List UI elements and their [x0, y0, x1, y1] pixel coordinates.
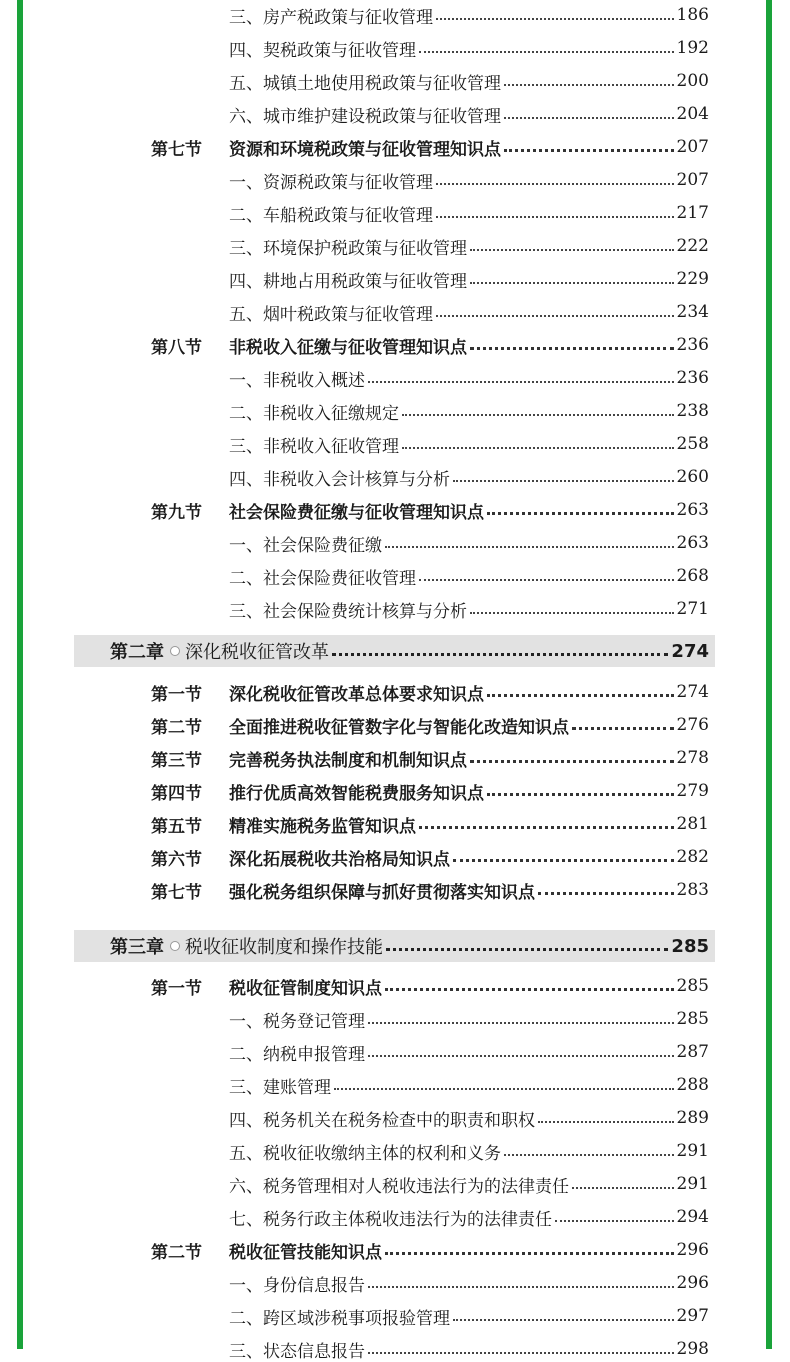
- page-number: 296: [676, 1240, 709, 1260]
- dot-leader: [504, 116, 674, 119]
- page-number: 298: [676, 1339, 709, 1359]
- toc-item[interactable]: [229, 1138, 709, 1164]
- page-number: 200: [676, 71, 709, 91]
- toc-item[interactable]: [229, 1072, 709, 1098]
- item-title: 七、税务行政主体税收违法行为的法律责任: [229, 1209, 552, 1230]
- section-number: 第七节: [151, 882, 202, 903]
- dot-leader: [572, 1186, 674, 1189]
- item-title: 五、城镇土地使用税政策与征收管理: [229, 73, 501, 94]
- dot-leader: [368, 380, 674, 383]
- dot-leader: [538, 891, 674, 895]
- dot-leader: [419, 578, 674, 581]
- toc-item[interactable]: [229, 35, 709, 61]
- page-number: 229: [676, 269, 709, 289]
- dot-leader: [385, 987, 674, 991]
- section-number: 第三节: [151, 750, 202, 771]
- section-title: 深化拓展税收共治格局知识点: [229, 849, 450, 870]
- toc-item[interactable]: [229, 101, 709, 127]
- toc-item[interactable]: [229, 1105, 709, 1131]
- toc-item[interactable]: [229, 365, 709, 391]
- page-number: 278: [676, 748, 709, 768]
- toc-item[interactable]: [229, 299, 709, 325]
- section-title: 资源和环境税政策与征收管理知识点: [229, 139, 501, 160]
- chapter-title: 深化税收征管改革: [185, 642, 329, 663]
- section-title: 深化税收征管改革总体要求知识点: [229, 684, 484, 705]
- dot-leader: [504, 1153, 674, 1156]
- section-number: 第一节: [151, 978, 202, 999]
- section-title: 税收征管制度知识点: [229, 978, 382, 999]
- dot-leader: [538, 1120, 674, 1123]
- dot-leader: [453, 1318, 674, 1321]
- item-title: 二、纳税申报管理: [229, 1044, 365, 1065]
- dot-leader: [436, 215, 674, 218]
- section-number: 第八节: [151, 337, 202, 358]
- section-title: 税收征管技能知识点: [229, 1242, 382, 1263]
- item-title: 三、环境保护税政策与征收管理: [229, 238, 467, 259]
- toc-item[interactable]: [229, 398, 709, 424]
- toc-item[interactable]: [229, 167, 709, 193]
- item-title: 二、社会保险费征收管理: [229, 568, 416, 589]
- toc-item[interactable]: [229, 1270, 709, 1296]
- section-number: 第四节: [151, 783, 202, 804]
- toc-item[interactable]: [229, 563, 709, 589]
- toc-item[interactable]: [229, 2, 709, 28]
- dot-leader: [368, 1285, 674, 1288]
- toc-item[interactable]: [229, 1303, 709, 1329]
- item-title: 四、契税政策与征收管理: [229, 40, 416, 61]
- toc-section[interactable]: [151, 712, 709, 738]
- toc-item[interactable]: [229, 1336, 709, 1362]
- toc-section[interactable]: [151, 332, 709, 358]
- toc-section[interactable]: [151, 497, 709, 523]
- dot-leader: [487, 693, 674, 697]
- toc-item[interactable]: [229, 464, 709, 490]
- dot-leader: [386, 948, 668, 951]
- toc-chapter[interactable]: [74, 635, 715, 667]
- section-title: 全面推进税收征管数字化与智能化改造知识点: [229, 717, 569, 738]
- page-number: 260: [676, 467, 709, 487]
- page-number: 274: [676, 682, 709, 702]
- item-title: 一、资源税政策与征收管理: [229, 172, 433, 193]
- page-number: 291: [676, 1174, 709, 1194]
- dot-leader: [487, 511, 674, 515]
- dot-leader: [436, 17, 674, 20]
- page-number: 268: [676, 566, 709, 586]
- page-number: 294: [676, 1207, 709, 1227]
- toc-item[interactable]: [229, 1204, 709, 1230]
- item-title: 三、社会保险费统计核算与分析: [229, 601, 467, 622]
- dot-leader: [436, 182, 674, 185]
- page-number: 283: [676, 880, 709, 900]
- page-number: 236: [676, 335, 709, 355]
- dot-leader: [470, 281, 674, 284]
- dot-leader: [402, 446, 674, 449]
- toc-section[interactable]: [151, 745, 709, 771]
- page-number: 285: [676, 976, 709, 996]
- dot-leader: [572, 726, 674, 730]
- toc-section[interactable]: [151, 679, 709, 705]
- item-title: 五、烟叶税政策与征收管理: [229, 304, 433, 325]
- section-number: 第九节: [151, 502, 202, 523]
- toc-item[interactable]: [229, 1039, 709, 1065]
- page-number: 217: [676, 203, 709, 223]
- page-number: 263: [676, 500, 709, 520]
- toc-item[interactable]: [229, 266, 709, 292]
- page-number: 285: [676, 1009, 709, 1029]
- item-title: 四、税务机关在税务检查中的职责和职权: [229, 1110, 535, 1131]
- item-title: 四、非税收入会计核算与分析: [229, 469, 450, 490]
- toc-item[interactable]: [229, 68, 709, 94]
- toc-item[interactable]: [229, 530, 709, 556]
- page-number: 274: [671, 640, 709, 662]
- page-number: 279: [676, 781, 709, 801]
- item-title: 三、房产税政策与征收管理: [229, 7, 433, 28]
- item-title: 四、耕地占用税政策与征收管理: [229, 271, 467, 292]
- section-number: 第五节: [151, 816, 202, 837]
- page-number: 222: [676, 236, 709, 256]
- page-number: 281: [676, 814, 709, 834]
- page-number: 192: [676, 38, 709, 58]
- page-number: 271: [676, 599, 709, 619]
- page-number: 236: [676, 368, 709, 388]
- section-number: 第二节: [151, 717, 202, 738]
- chapter-number: 第三章: [110, 937, 164, 958]
- dot-leader: [453, 479, 674, 482]
- item-title: 六、城市维护建设税政策与征收管理: [229, 106, 501, 127]
- page-number: 276: [676, 715, 709, 735]
- dot-leader: [555, 1219, 674, 1222]
- page-number: 263: [676, 533, 709, 553]
- section-number: 第一节: [151, 684, 202, 705]
- chapter-title: 税收征收制度和操作技能: [185, 937, 383, 958]
- page-number: 289: [676, 1108, 709, 1128]
- item-title: 一、非税收入概述: [229, 370, 365, 391]
- page-number: 287: [676, 1042, 709, 1062]
- toc-section[interactable]: [151, 1237, 709, 1263]
- toc-item[interactable]: [229, 596, 709, 622]
- item-title: 二、车船税政策与征收管理: [229, 205, 433, 226]
- section-title: 强化税务组织保障与抓好贯彻落实知识点: [229, 882, 535, 903]
- page-number: 297: [676, 1306, 709, 1326]
- page-number: 291: [676, 1141, 709, 1161]
- page-number: 204: [676, 104, 709, 124]
- page-number: 207: [676, 170, 709, 190]
- dot-leader: [385, 1251, 674, 1255]
- dot-leader: [487, 792, 674, 796]
- page-number: 258: [676, 434, 709, 454]
- toc-section[interactable]: [151, 844, 709, 870]
- section-title: 非税收入征缴与征收管理知识点: [229, 337, 467, 358]
- dot-leader: [470, 611, 674, 614]
- dot-leader: [334, 1087, 674, 1090]
- toc-item[interactable]: [229, 1171, 709, 1197]
- toc-item[interactable]: [229, 431, 709, 457]
- toc-section[interactable]: [151, 134, 709, 160]
- item-title: 三、状态信息报告: [229, 1341, 365, 1362]
- section-title: 精准实施税务监管知识点: [229, 816, 416, 837]
- dot-leader: [504, 83, 674, 86]
- dot-leader: [368, 1351, 674, 1354]
- item-title: 一、社会保险费征缴: [229, 535, 382, 556]
- item-title: 三、非税收入征收管理: [229, 436, 399, 457]
- dot-leader: [402, 413, 674, 416]
- section-number: 第二节: [151, 1242, 202, 1263]
- dot-leader: [368, 1021, 674, 1024]
- section-title: 完善税务执法制度和机制知识点: [229, 750, 467, 771]
- toc-section[interactable]: [151, 778, 709, 804]
- item-title: 二、非税收入征缴规定: [229, 403, 399, 424]
- page-number: 234: [676, 302, 709, 322]
- toc-item[interactable]: [229, 200, 709, 226]
- toc-section[interactable]: [151, 973, 709, 999]
- dot-leader: [470, 346, 674, 350]
- item-title: 五、税收征收缴纳主体的权利和义务: [229, 1143, 501, 1164]
- section-title: 社会保险费征缴与征收管理知识点: [229, 502, 484, 523]
- toc-item[interactable]: [229, 1006, 709, 1032]
- toc-chapter[interactable]: [74, 930, 715, 962]
- item-title: 二、跨区域涉税事项报验管理: [229, 1308, 450, 1329]
- dot-leader: [419, 50, 674, 53]
- page-number: 186: [676, 5, 709, 25]
- toc-section[interactable]: [151, 877, 709, 903]
- section-title: 推行优质高效智能税费服务知识点: [229, 783, 484, 804]
- page-number: 282: [676, 847, 709, 867]
- page-number: 207: [676, 137, 709, 157]
- page-number: 296: [676, 1273, 709, 1293]
- chapter-number: 第二章: [110, 642, 164, 663]
- section-number: 第七节: [151, 139, 202, 160]
- page-number: 288: [676, 1075, 709, 1095]
- dot-leader: [436, 314, 674, 317]
- page-number: 238: [676, 401, 709, 421]
- section-number: 第六节: [151, 849, 202, 870]
- dot-leader: [368, 1054, 674, 1057]
- page-number: 285: [671, 935, 709, 957]
- toc-item[interactable]: [229, 233, 709, 259]
- bullet-dot-icon: [170, 646, 180, 656]
- dot-leader: [332, 653, 668, 656]
- bullet-dot-icon: [170, 941, 180, 951]
- item-title: 六、税务管理相对人税收违法行为的法律责任: [229, 1176, 569, 1197]
- dot-leader: [453, 858, 674, 862]
- dot-leader: [470, 759, 674, 763]
- item-title: 一、税务登记管理: [229, 1011, 365, 1032]
- dot-leader: [504, 148, 674, 152]
- dot-leader: [385, 545, 674, 548]
- item-title: 三、建账管理: [229, 1077, 331, 1098]
- dot-leader: [419, 825, 674, 829]
- toc-section[interactable]: [151, 811, 709, 837]
- dot-leader: [470, 248, 674, 251]
- item-title: 一、身份信息报告: [229, 1275, 365, 1296]
